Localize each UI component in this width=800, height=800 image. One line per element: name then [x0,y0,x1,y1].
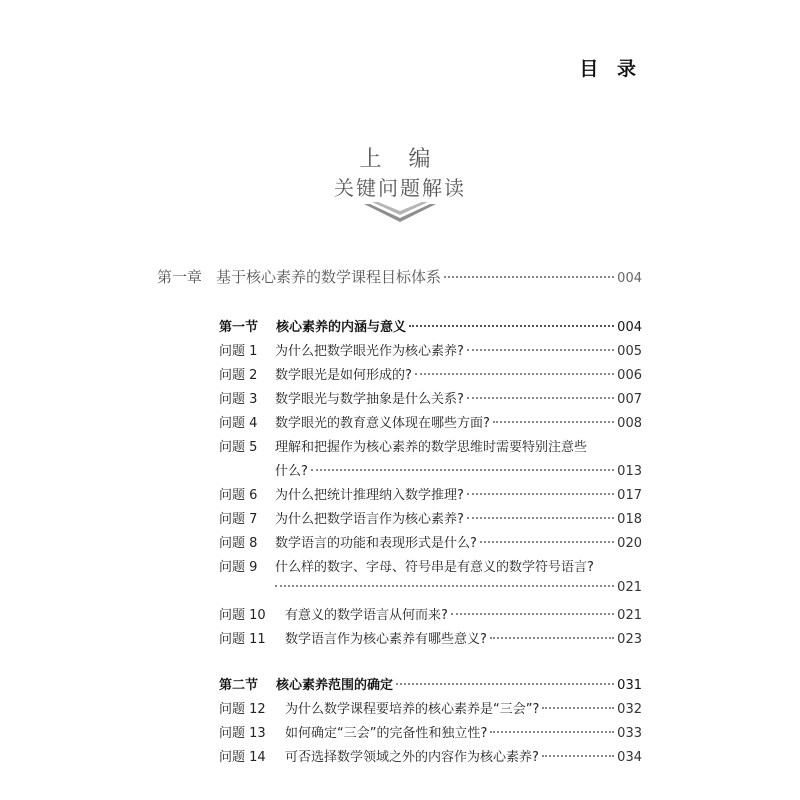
question-label: 问题 10 [219,608,266,623]
toc-question-entry[interactable] [219,698,642,717]
page-number: 020 [617,536,642,551]
page-number: 005 [617,344,642,359]
question-title: 有意义的数学语言从何而来? [285,608,448,623]
dot-leader [467,397,614,399]
toc-question-continuation[interactable] [275,580,642,595]
question-label: 问题 11 [219,632,266,647]
dot-leader [490,637,614,639]
question-title: 数学眼光的教育意义体现在哪些方面? [275,416,490,431]
toc-question-continuation[interactable] [275,460,642,479]
dot-leader [467,517,614,519]
page-number: 021 [617,608,642,623]
page-number: 013 [617,464,642,479]
page-number: 034 [617,750,642,765]
dot-leader [415,373,614,375]
toc-chapter-entry[interactable] [157,266,642,287]
question-title: 为什么数学课程要培养的核心素养是“三会”? [285,702,540,717]
section-title: 核心素养的内涵与意义 [276,320,407,335]
question-label: 问题 2 [219,368,258,383]
question-title: 理解和把握作为核心素养的数学思维时需要特别注意些 [275,440,588,455]
toc-question-entry[interactable] [219,722,642,741]
chapter-title: 基于核心素养的数学课程目标体系 [216,268,442,286]
page-number: 033 [617,726,642,741]
dot-leader [490,731,614,733]
question-label: 问题 12 [219,702,266,717]
question-title: 数学语言的功能和表现形式是什么? [275,536,477,551]
toc-question-entry[interactable] [219,604,642,623]
dot-leader [444,276,614,278]
dot-leader [542,707,614,709]
page-title: 目 录 [579,58,642,80]
toc-question-entry[interactable] [219,532,642,551]
question-title: 为什么把数学语言作为核心素养? [275,512,464,527]
question-label: 问题 6 [219,488,258,503]
question-label: 问题 7 [219,512,258,527]
page-number: 023 [617,632,642,647]
question-title: 为什么把统计推理纳入数学推理? [275,488,464,503]
toc-question-entry[interactable] [219,388,642,407]
page-number: 032 [617,702,642,717]
toc-question-entry[interactable] [219,628,642,647]
dot-leader [467,493,614,495]
page-number: 031 [617,678,642,693]
part-subtitle: 关键问题解读 [334,176,466,200]
question-label: 问题 8 [219,536,258,551]
toc-question-entry[interactable] [219,412,642,431]
dot-leader [409,325,614,327]
toc-question-entry[interactable] [219,556,642,575]
page-number: 004 [617,271,642,286]
question-title: 数学语言作为核心素养有哪些意义? [285,632,487,647]
question-label: 问题 4 [219,416,258,431]
toc-question-entry[interactable] [219,436,642,455]
toc-question-entry[interactable] [219,484,642,503]
part-name: 上 编 [359,147,441,172]
dot-leader [451,613,614,615]
page-number: 018 [617,512,642,527]
dot-leader [396,683,614,685]
toc-question-entry[interactable] [219,340,642,359]
page-number: 021 [617,580,642,595]
question-label: 问题 13 [219,726,266,741]
question-title: 为什么把数学眼光作为核心素养? [275,344,464,359]
dot-leader [275,585,614,587]
question-title: 可否选择数学领域之外的内容作为核心素养? [285,750,539,765]
question-title: 数学眼光与数学抽象是什么关系? [275,392,464,407]
toc-question-entry[interactable] [219,508,642,527]
section-label: 第一节 [219,320,259,335]
part-heading [0,146,800,202]
question-label: 问题 3 [219,392,258,407]
question-title: 如何确定“三会”的完备性和独立性? [285,726,488,741]
toc-question-entry[interactable] [219,364,642,383]
question-label: 问题 14 [219,750,266,765]
dot-leader [311,469,614,471]
question-label: 问题 9 [219,560,258,575]
question-label: 问题 5 [219,440,258,455]
page-number: 004 [617,320,642,335]
dot-leader [542,755,614,757]
page-number: 008 [617,416,642,431]
dot-leader [480,541,614,543]
question-label: 问题 1 [219,344,258,359]
section-label: 第二节 [219,678,259,693]
page-number: 007 [617,392,642,407]
question-title: 数学眼光是如何形成的? [275,368,412,383]
toc-question-entry[interactable] [219,746,642,765]
toc-section-entry[interactable] [219,316,642,335]
dot-leader [467,349,614,351]
page-number: 017 [617,488,642,503]
toc-section-entry[interactable] [219,674,642,693]
chapter-label: 第一章 [157,268,203,286]
question-title-continued: 什么? [275,464,308,479]
page-number: 006 [617,368,642,383]
dot-leader [493,421,614,423]
section-title: 核心素养范围的确定 [276,678,394,693]
chevron-down-icon [364,202,436,224]
question-title: 什么样的数字、字母、符号串是有意义的数学符号语言? [275,560,594,575]
